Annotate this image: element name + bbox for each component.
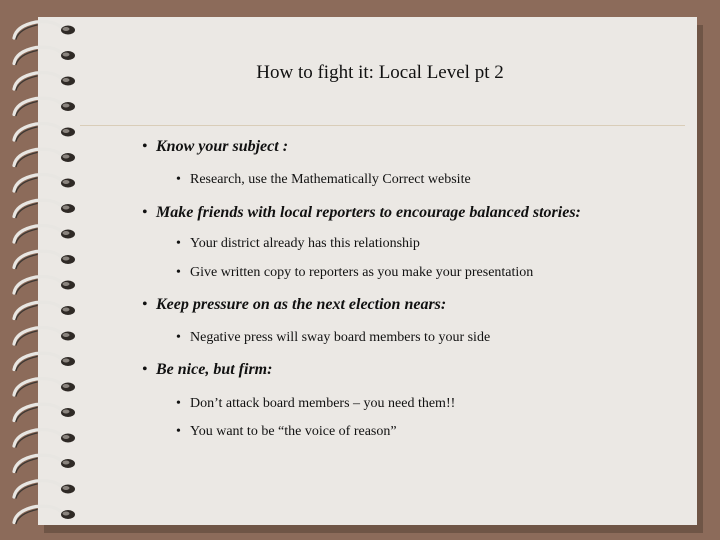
sub-bullet-text: Your district already has this relationship (190, 236, 420, 251)
sub-bullet-item-2-2 (176, 265, 533, 281)
sub-bullet-item-2-1 (176, 236, 420, 252)
bullet-marker: • (176, 172, 181, 187)
slide-title: How to fight it: Local Level pt 2 (256, 62, 504, 83)
bullet-item-3 (142, 296, 446, 314)
sub-bullet-text: You want to be “the voice of reason” (190, 424, 397, 439)
sub-bullet-text: Research, use the Mathematically Correct website (190, 172, 471, 187)
sub-bullet-text: Give written copy to reporters as you make your presentation (190, 265, 534, 280)
sub-bullet-text: Negative press will sway board members to your side (190, 330, 491, 345)
bullet-item-2 (142, 204, 581, 222)
bullet-text: Keep pressure on as the next election nears: (156, 296, 447, 313)
sub-bullet-item-3-1 (176, 330, 490, 346)
sub-bullet-item-1-1 (176, 172, 471, 188)
bullet-text: Make friends with local reporters to encourage balanced stories: (156, 204, 581, 221)
bullet-marker: • (142, 204, 148, 221)
bullet-marker: • (142, 138, 148, 155)
bullet-marker: • (176, 236, 181, 251)
sub-bullet-text: Don’t attack board members – you need them!! (190, 396, 456, 411)
bullet-text: Know your subject : (156, 138, 289, 155)
bullet-marker: • (176, 330, 181, 345)
bullet-marker: • (176, 265, 181, 280)
bullet-marker: • (142, 361, 148, 378)
bullet-marker: • (176, 396, 181, 411)
bullet-text: Be nice, but firm: (156, 361, 273, 378)
bullet-item-4 (142, 361, 272, 379)
bullet-item-1 (142, 138, 288, 156)
bullet-marker: • (176, 424, 181, 439)
sub-bullet-item-4-1 (176, 396, 455, 412)
bullet-marker: • (142, 296, 148, 313)
sub-bullet-item-4-2 (176, 424, 397, 440)
